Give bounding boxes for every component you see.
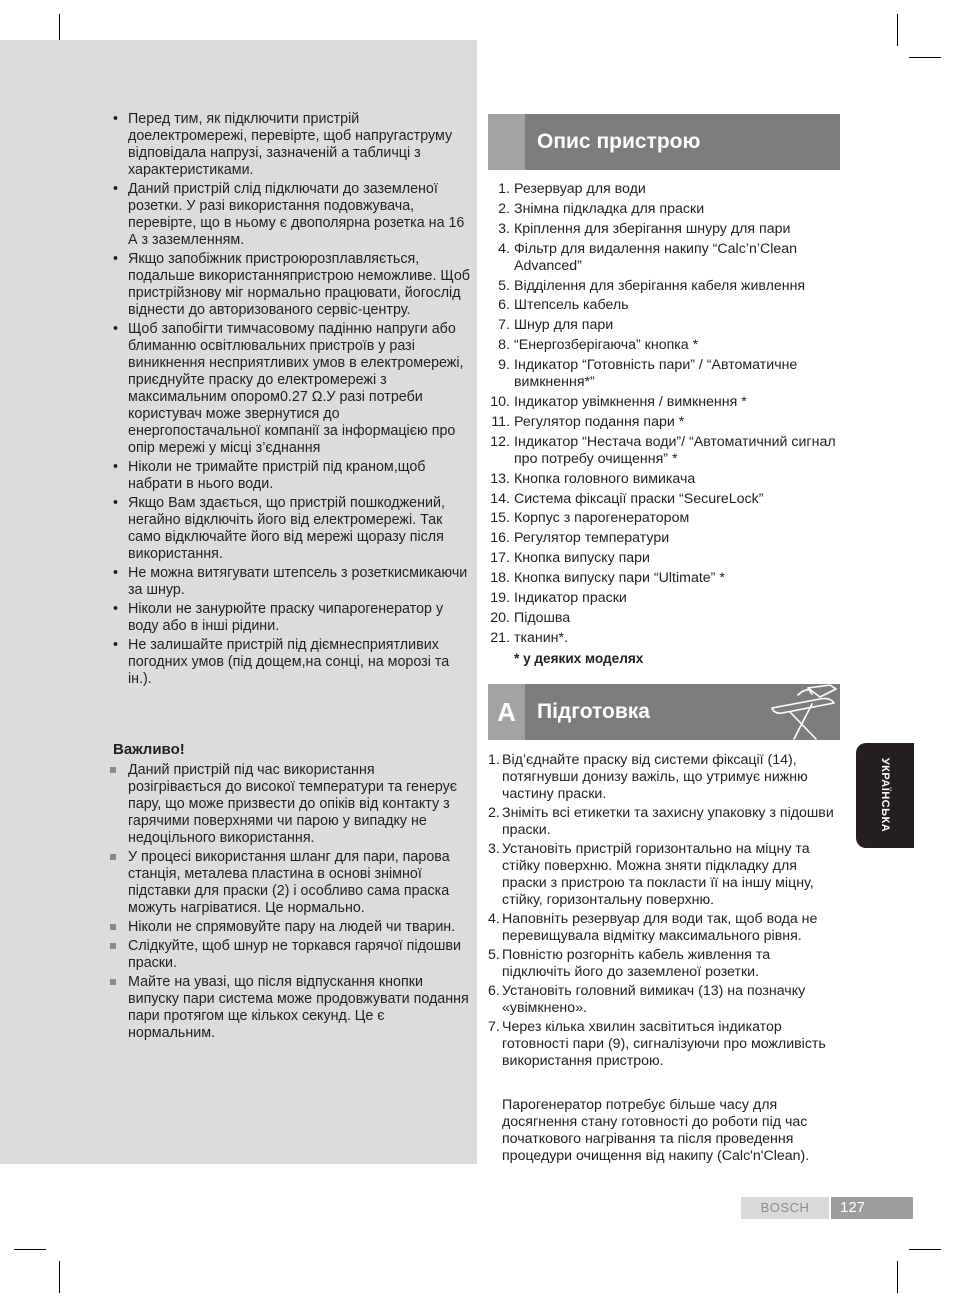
list-item: 3. Установіть пристрій горизонтально на міцну та стійку поверхню. Можна зняти підкладку для праски з пристрою та покласти її на іншу міцну, стійку, горизонтальну поверхню. (488, 841, 814, 908)
list-item: • Ніколи не занурюйте праску чипарогенератор у воду або в інші рідини. (110, 601, 470, 635)
list-item: 6. Установіть головний вимикач (13) на позначку «увімкнено». (488, 983, 806, 1016)
list-item: 18. Кнопка випуску пари “Ultimate” * (490, 570, 725, 587)
models-note: * у деяких моделях (514, 651, 644, 666)
list-item: Ніколи не спрямовуйте пару на людей чи тварин. (110, 919, 470, 936)
crop-mark (14, 1249, 46, 1250)
list-item: 4. Фільтр для видалення накипу “Calc’n’Clean Advanced” (498, 240, 798, 274)
list-item: 15. Корпус з парогенератором (490, 510, 690, 527)
section-title: Опис пристрою (537, 130, 701, 153)
list-item: 17. Кнопка випуску пари (490, 550, 650, 567)
page-number: 127 (831, 1197, 913, 1219)
safety-list (110, 111, 470, 690)
list-item: Майте на увазі, що після відпускання кнопки випуску пари система може продовжувати подання пари протягом ще кількох секунд. Це є нормальним. (110, 974, 470, 1042)
list-item: • Якщо запобіжник пристроюрозплавляється, подальше використанняпристрою неможливе. Щоб пристрійзнову міг нормально працювати, йогослід віднести до авторизованого сервіс-центру. (110, 251, 470, 319)
list-item: 8. “Енергозберігаюча” кнопка * (498, 337, 699, 354)
list-item: У процесі використання шланг для пари, парова станція, металева пластина в основі знімної підставки для праски (2) і особливо сама праска можуть нагріватися. Це нормально. (110, 849, 470, 917)
crop-mark (59, 1261, 60, 1293)
list-item: 3. Кріплення для зберігання шнуру для пари (498, 220, 791, 237)
ironing-board-icon (768, 683, 840, 741)
steam-note: Парогенератор потребує більше часу для досягнення стану готовності до роботи під час початкового нагрівання та після проведення процедури очищення від накипу (Calc'n'Clean). (502, 1097, 810, 1164)
crop-mark (897, 14, 898, 46)
list-item: 1. Від’єднайте праску від системи фіксації (14), потягнувши донизу важіль, що утримує нижню частину праски. (488, 752, 808, 802)
list-item: 5. Відділення для зберігання кабеля живлення (498, 277, 806, 294)
list-item: • Даний пристрій слід підключати до заземленої розетки. У разі використання подовжувача, перевірте, що в ньому є двополярна розетка на 16 А з заземленням. (110, 181, 470, 249)
list-item: • Ніколи не тримайте пристрій під краном,щоб набрати в нього води. (110, 459, 470, 493)
list-item: 2. Зніміть всі етикетки та захисну упаковку з підошви праски. (488, 805, 834, 838)
list-item: 21. тканин*. (490, 629, 568, 646)
list-item: 12. Індикатор “Нестача води”/ “Автоматичний сигнал про потребу очищення” * (490, 433, 836, 467)
section-letter: A (488, 684, 525, 740)
brand-label: BOSCH (741, 1197, 829, 1219)
preparation-steps (488, 752, 840, 1072)
list-item: • Не залишайте пристрій під діємнесприятливих погодних умов (під дощем,на сонці, на морозі та ін.). (110, 637, 470, 688)
list-item: 19. Індикатор праски (490, 590, 627, 607)
list-item: 4. Наповніть резервуар для води так, щоб вода не перевищувала відмітку максимального рівня. (488, 911, 818, 944)
list-item: 20. Підошва (490, 609, 571, 626)
list-item: 7. Через кілька хвилин засвітиться індикатор готовності пари (9), сигналізуючи про можливість використання пристрою. (488, 1019, 826, 1069)
language-tab (856, 743, 914, 848)
list-item: 16. Регулятор температури (490, 530, 670, 547)
list-item: Слідкуйте, щоб шнур не торкався гарячої підошви праски. (110, 938, 470, 972)
description-header (488, 114, 840, 170)
crop-mark (897, 1261, 898, 1293)
list-item: • Якщо Вам здається, що пристрій пошкоджений, негайно відключіть його від електромережі. Так само відключайте його від мережі щоразу після використання. (110, 495, 470, 563)
parts-list (488, 181, 840, 650)
list-item: 10. Індикатор увімкнення / вимкнення * (490, 394, 747, 411)
list-item: • Щоб запобігти тимчасовому падінню напруги або блиманню освітлювальних пристроїв у разі виникнення несприятливих умов в електромережі, приєднуйте праску до електромережі з максимальним опором0.27 Ω.У разі потреби користувач може звернутися до енергопостачальної компанії за інформацією про опір мережі у місці з’єднання (110, 321, 470, 457)
crop-mark (909, 1249, 941, 1250)
header-tab (488, 114, 525, 170)
list-item: 14. Система фіксації праски “SecureLock” (490, 490, 764, 507)
crop-mark (909, 57, 941, 58)
list-item: • Перед тим, як підключити пристрій доелектромережі, перевірте, щоб напругаструму відповідала напрузі, зазначеній а табличці з характеристиками. (110, 111, 470, 179)
language-label: УКРАЇНСЬКА (879, 757, 891, 833)
list-item: 7. Шнур для пари (498, 317, 614, 334)
list-item: Даний пристрій під час використання розігрівається до високої температури та генерує пару, що може призвести до опіків від контакту з гарячими поверхнями чи парою у випадку не недоцільного використання. (110, 762, 470, 847)
list-item: 6. Штепсель кабель (498, 297, 629, 314)
list-item: 1. Резервуар для води (498, 181, 646, 197)
list-item: 2. Знімна підкладка для праски (498, 200, 705, 217)
important-heading: Важливо! (113, 741, 185, 758)
list-item: 11. Регулятор подання пари * (491, 413, 685, 430)
list-item: 13. Кнопка головного вимикача (490, 470, 696, 487)
list-item: 5. Повністю розгорніть кабель живлення та підключіть його до заземленої розетки. (488, 947, 771, 980)
important-list (110, 762, 470, 1044)
list-item: 9. Індикатор “Готовність пари” / “Автоматичне вимкнення*” (498, 357, 798, 391)
list-item: • Не можна витягувати штепсель з розеткисмикаючи за шнур. (110, 565, 470, 599)
section-title: Підготовка (537, 700, 650, 723)
